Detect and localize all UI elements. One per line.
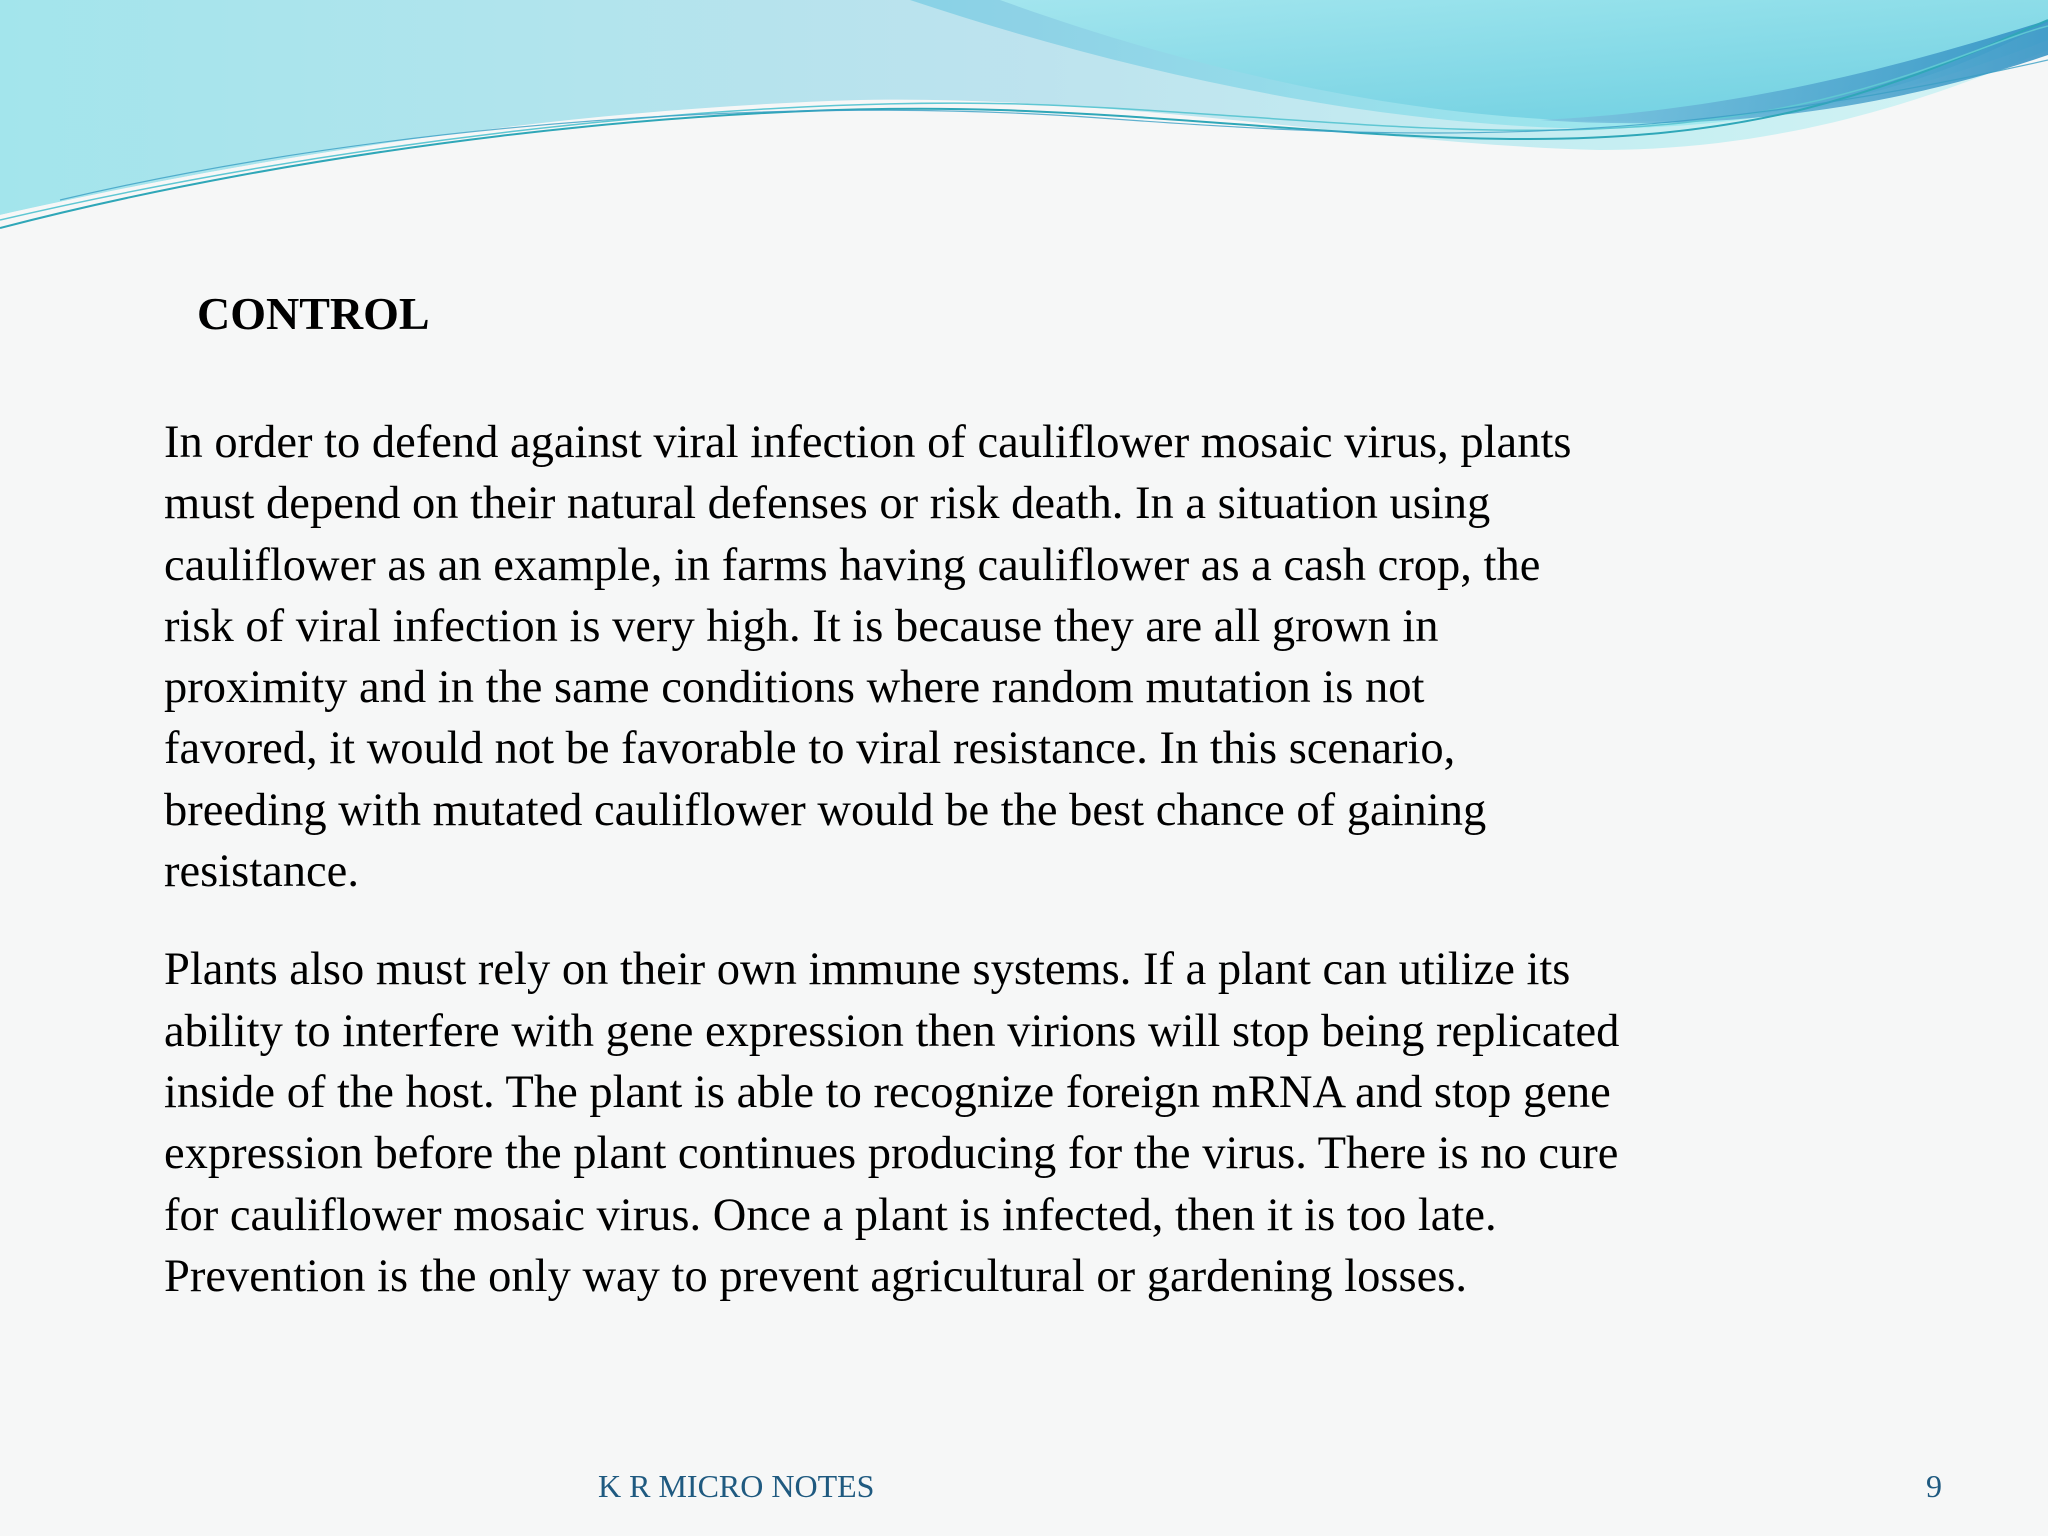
- text-line: risk of viral infection is very high. It is because they are all grown in: [164, 600, 1439, 652]
- text-line: ability to interfere with gene expression then virions will stop being replicated: [164, 1005, 1620, 1057]
- text-line: Plants also must rely on their own immune systems. If a plant can utilize its: [164, 944, 1571, 996]
- page-number: 9: [1926, 1468, 1942, 1504]
- text-line: inside of the host. The plant is able to recognize foreign mRNA and stop gene: [164, 1066, 1611, 1118]
- text-line: expression before the plant continues producing for the virus. There is no cure: [164, 1128, 1619, 1180]
- text-line: breeding with mutated cauliflower would be the best chance of gaining: [164, 784, 1487, 836]
- text-line: Prevention is the only way to prevent agricultural or gardening losses.: [164, 1250, 1467, 1302]
- text-line: In order to defend against viral infection of cauliflower mosaic virus, plants: [164, 417, 1572, 468]
- text-line: cauliflower as an example, in farms having cauliflower as a cash crop, the: [164, 539, 1541, 591]
- slide-heading: CONTROL: [197, 288, 430, 339]
- text-line: proximity and in the same conditions where random mutation is not: [164, 662, 1425, 714]
- paragraph: [164, 939, 1904, 1307]
- wave-banner-decoration: [0, 0, 2048, 260]
- text-line: must depend on their natural defenses or risk death. In a situation using: [164, 478, 1491, 530]
- body-text: [164, 412, 1904, 1307]
- text-line: for cauliflower mosaic virus. Once a plant is infected, then it is too late.: [164, 1189, 1497, 1241]
- paragraph: [164, 412, 1904, 902]
- text-line: resistance.: [164, 846, 359, 898]
- footer-text: K R MICRO NOTES: [598, 1468, 875, 1504]
- text-line: favored, it would not be favorable to viral resistance. In this scenario,: [164, 723, 1456, 775]
